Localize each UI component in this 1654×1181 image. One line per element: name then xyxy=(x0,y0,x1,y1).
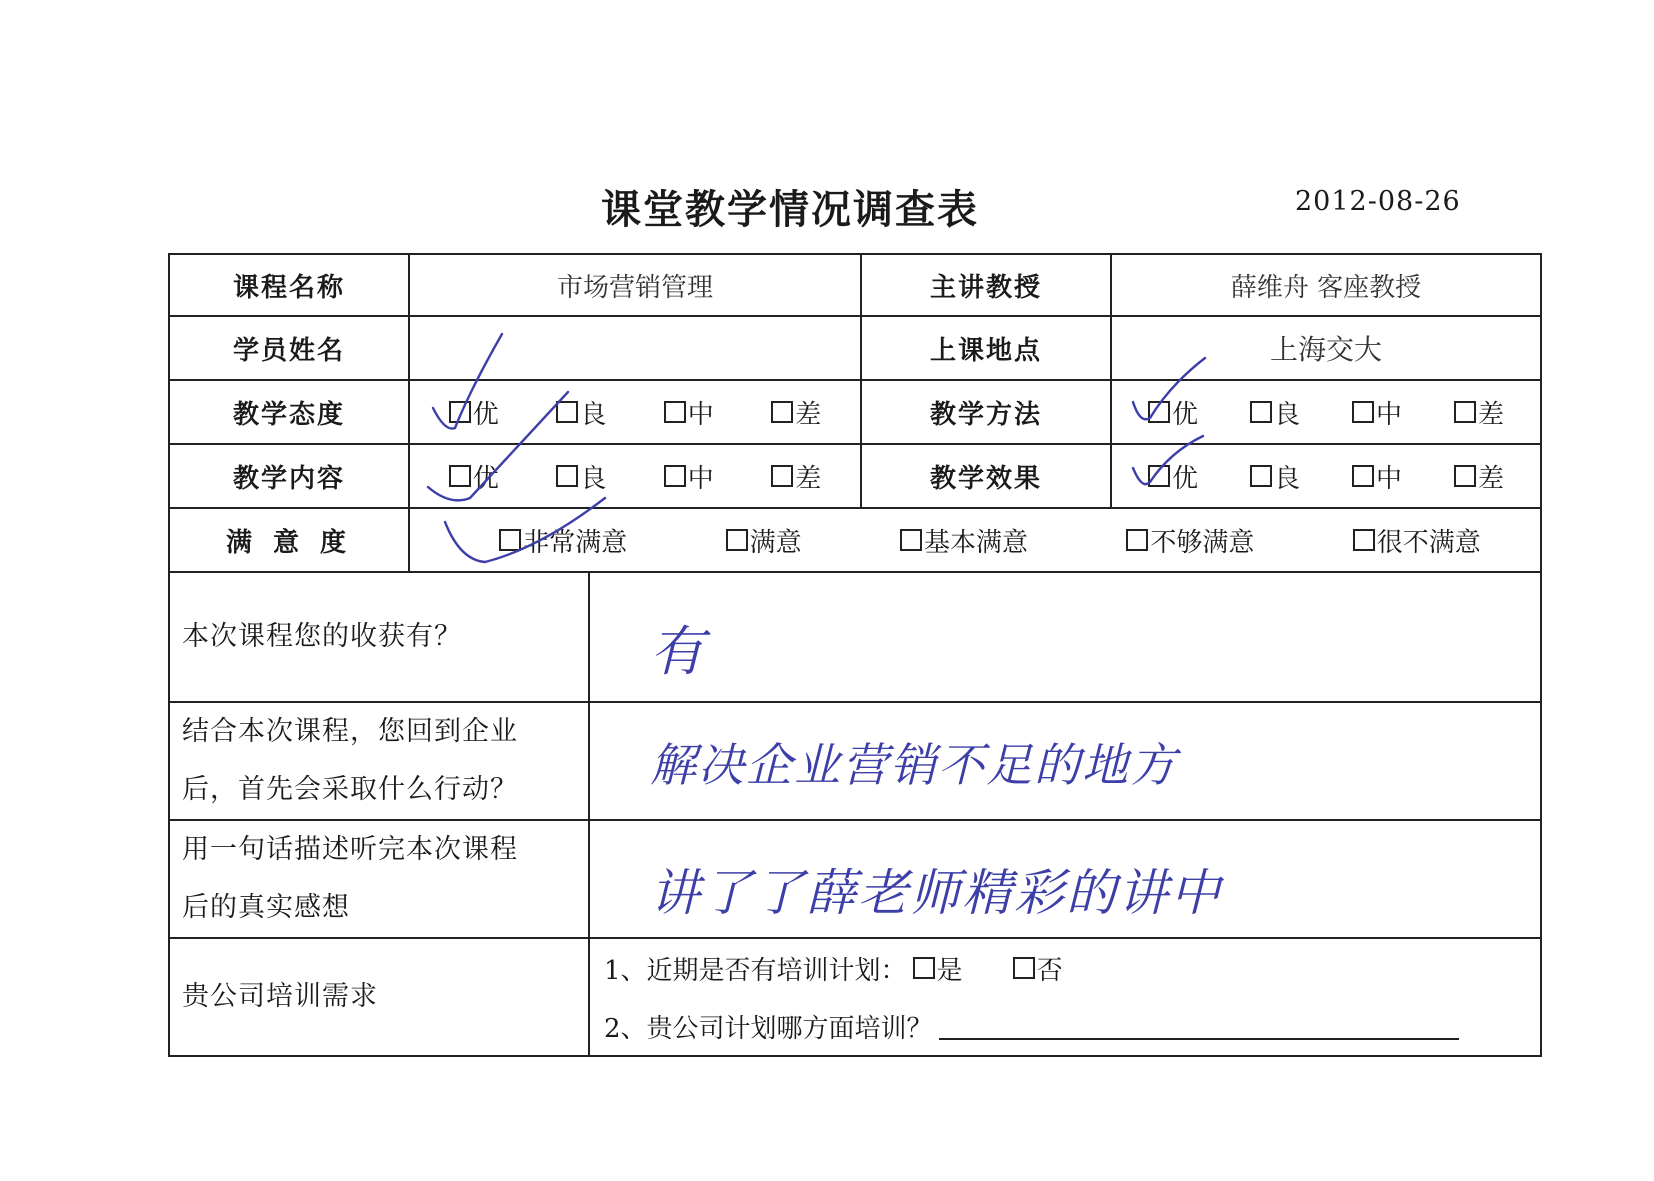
row-feeling xyxy=(169,820,1541,938)
location-value[interactable]: 上海交大 xyxy=(1111,316,1541,380)
method-label: 教学方法 xyxy=(861,380,1111,444)
row-action xyxy=(169,702,1541,820)
content-options xyxy=(409,444,861,508)
feeling-answer: 讲了了薛老师精彩的讲中 xyxy=(650,864,1222,922)
method-option-poor[interactable]: 差 xyxy=(1454,394,1504,431)
student-label: 学员姓名 xyxy=(169,316,409,380)
location-label: 上课地点 xyxy=(861,316,1111,380)
lecturer-value[interactable]: 薛维舟 客座教授 xyxy=(1111,254,1541,316)
method-option-good[interactable]: 良 xyxy=(1250,394,1300,431)
checkbox-icon[interactable] xyxy=(771,401,793,423)
feeling-answer-cell[interactable] xyxy=(589,820,1541,938)
effect-option-poor[interactable]: 差 xyxy=(1454,458,1504,495)
checkbox-icon[interactable] xyxy=(1148,401,1170,423)
checkbox-icon[interactable] xyxy=(664,465,686,487)
attitude-option-good[interactable]: 良 xyxy=(556,394,606,431)
student-value[interactable] xyxy=(409,316,861,380)
checkbox-icon[interactable] xyxy=(771,465,793,487)
action-label-line-1: 结合本次课程，您回到企业 xyxy=(182,716,518,747)
training-answer-line[interactable] xyxy=(939,1012,1459,1040)
checkbox-icon[interactable] xyxy=(1250,401,1272,423)
row-content-effect xyxy=(169,444,1541,508)
checkbox-icon[interactable] xyxy=(499,529,521,551)
checkbox-icon[interactable] xyxy=(1352,401,1374,423)
checkbox-icon[interactable] xyxy=(556,465,578,487)
satisfaction-option-satisfied[interactable]: 满意 xyxy=(726,522,802,559)
method-option-excellent[interactable]: 优 xyxy=(1148,394,1198,431)
row-attitude-method xyxy=(169,380,1541,444)
form-title: 课堂教学情况调查表 xyxy=(601,187,979,233)
checkbox-icon[interactable] xyxy=(1013,957,1035,979)
content-option-poor[interactable]: 差 xyxy=(771,458,821,495)
satisfaction-label: 满 意 度 xyxy=(169,508,409,572)
checkbox-icon[interactable] xyxy=(1126,529,1148,551)
effect-options xyxy=(1111,444,1541,508)
satisfaction-option-basic[interactable]: 基本满意 xyxy=(900,522,1028,559)
attitude-label: 教学态度 xyxy=(169,380,409,444)
gain-answer-cell[interactable] xyxy=(589,572,1541,702)
content-option-fair[interactable]: 中 xyxy=(664,458,714,495)
effect-option-excellent[interactable]: 优 xyxy=(1148,458,1198,495)
row-student xyxy=(169,316,1541,380)
row-gain xyxy=(169,572,1541,702)
checkbox-icon[interactable] xyxy=(664,401,686,423)
checkbox-icon[interactable] xyxy=(1353,529,1375,551)
training-label: 贵公司培训需求 xyxy=(169,938,589,1056)
checkbox-icon[interactable] xyxy=(556,401,578,423)
checkbox-icon[interactable] xyxy=(900,529,922,551)
content-option-good[interactable]: 良 xyxy=(556,458,606,495)
checkbox-icon[interactable] xyxy=(1454,401,1476,423)
checkbox-icon[interactable] xyxy=(1250,465,1272,487)
training-cell xyxy=(589,938,1541,1056)
action-label-line-2: 后，首先会采取什么行动？ xyxy=(182,774,518,805)
action-answer-cell[interactable] xyxy=(589,702,1541,820)
row-course xyxy=(169,254,1541,316)
content-label: 教学内容 xyxy=(169,444,409,508)
checkbox-icon[interactable] xyxy=(1352,465,1374,487)
checkbox-icon[interactable] xyxy=(449,401,471,423)
checkbox-icon[interactable] xyxy=(449,465,471,487)
lecturer-label: 主讲教授 xyxy=(861,254,1111,316)
satisfaction-option-insufficient[interactable]: 不够满意 xyxy=(1126,522,1254,559)
training-q2: 2、贵公司计划哪方面培训？ xyxy=(590,997,1540,1055)
content-option-excellent[interactable]: 优 xyxy=(449,458,499,495)
row-satisfaction xyxy=(169,508,1541,572)
row-training xyxy=(169,938,1541,1056)
satisfaction-option-very-unsatisfied[interactable]: 很不满意 xyxy=(1353,522,1481,559)
method-option-fair[interactable]: 中 xyxy=(1352,394,1402,431)
feeling-label xyxy=(169,820,589,938)
attitude-option-excellent[interactable]: 优 xyxy=(449,394,499,431)
satisfaction-option-very[interactable]: 非常满意 xyxy=(499,522,627,559)
satisfaction-options xyxy=(409,508,1541,572)
method-options xyxy=(1111,380,1541,444)
course-value[interactable]: 市场营销管理 xyxy=(409,254,861,316)
course-label: 课程名称 xyxy=(169,254,409,316)
training-q1: 1、近期是否有培训计划： 是 否 xyxy=(590,939,1540,997)
effect-label: 教学效果 xyxy=(861,444,1111,508)
feeling-label-line-1: 用一句话描述听完本次课程 xyxy=(182,834,518,865)
survey-table xyxy=(168,253,1542,1057)
action-label xyxy=(169,702,589,820)
form-date: 2012-08-26 xyxy=(1295,186,1461,217)
action-answer: 解决企业营销不足的地方 xyxy=(650,738,1178,792)
gain-label: 本次课程您的收获有？ xyxy=(169,572,589,702)
checkbox-icon[interactable] xyxy=(726,529,748,551)
training-no-option[interactable]: 否 xyxy=(1013,950,1063,987)
training-yes-option[interactable]: 是 xyxy=(913,950,963,987)
checkbox-icon[interactable] xyxy=(1148,465,1170,487)
attitude-option-fair[interactable]: 中 xyxy=(664,394,714,431)
feeling-label-line-2: 后的真实感想 xyxy=(182,892,350,923)
effect-option-fair[interactable]: 中 xyxy=(1352,458,1402,495)
effect-option-good[interactable]: 良 xyxy=(1250,458,1300,495)
checkbox-icon[interactable] xyxy=(1454,465,1476,487)
gain-answer: 有 xyxy=(650,620,706,683)
attitude-option-poor[interactable]: 差 xyxy=(771,394,821,431)
attitude-options xyxy=(409,380,861,444)
checkbox-icon[interactable] xyxy=(913,957,935,979)
